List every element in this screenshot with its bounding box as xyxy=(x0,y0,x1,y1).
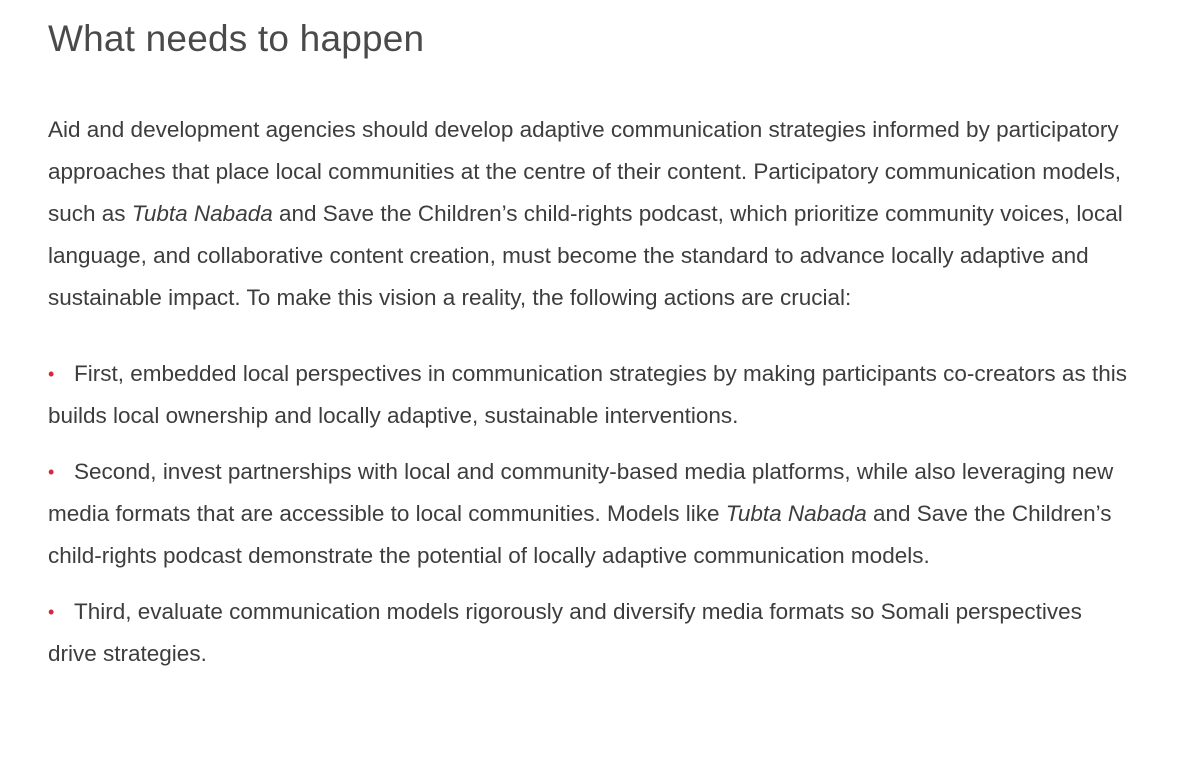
bullet-icon: • xyxy=(48,462,55,482)
list-item-text-part1: Second, invest partnerships with local and community-based media platforms, while also leveraging new media formats that are accessible to local communities. Models like xyxy=(48,459,1114,526)
bullet-icon: • xyxy=(48,364,55,384)
bullet-icon: • xyxy=(48,602,55,622)
list-item-text-part2: and Save the Children’s child-rights podcast demonstrate the potential of locally adaptive communication models. xyxy=(48,501,1112,568)
section-heading: What needs to happen xyxy=(48,18,425,59)
intro-paragraph xyxy=(48,109,1133,319)
list-item xyxy=(48,451,1133,577)
intro-text-part1: Aid and development agencies should develop adaptive communication strategies informed by participatory approaches that place local communities at the centre of their content. Participatory communication models, such as xyxy=(48,117,1122,226)
list-item xyxy=(48,353,1133,437)
intro-text-part2: and Save the Children’s child-rights podcast, which prioritize community voices, local language, and collaborative content creation, must become the standard to advance locally adaptive and sustainable impact. To make this vision a reality, the following actions are crucial: xyxy=(48,201,1123,310)
action-list xyxy=(48,353,1133,675)
list-item-text: First, embedded local perspectives in communication strategies by making participants co-creators as this builds local ownership and locally adaptive, sustainable interventions. xyxy=(48,361,1127,428)
list-item xyxy=(48,591,1133,675)
intro-italic-title: Tubta Nabada xyxy=(131,201,273,226)
list-item-italic-title: Tubta Nabada xyxy=(725,501,867,526)
list-item-text: Third, evaluate communication models rigorously and diversify media formats so Somali perspectives drive strategies. xyxy=(48,599,1082,666)
